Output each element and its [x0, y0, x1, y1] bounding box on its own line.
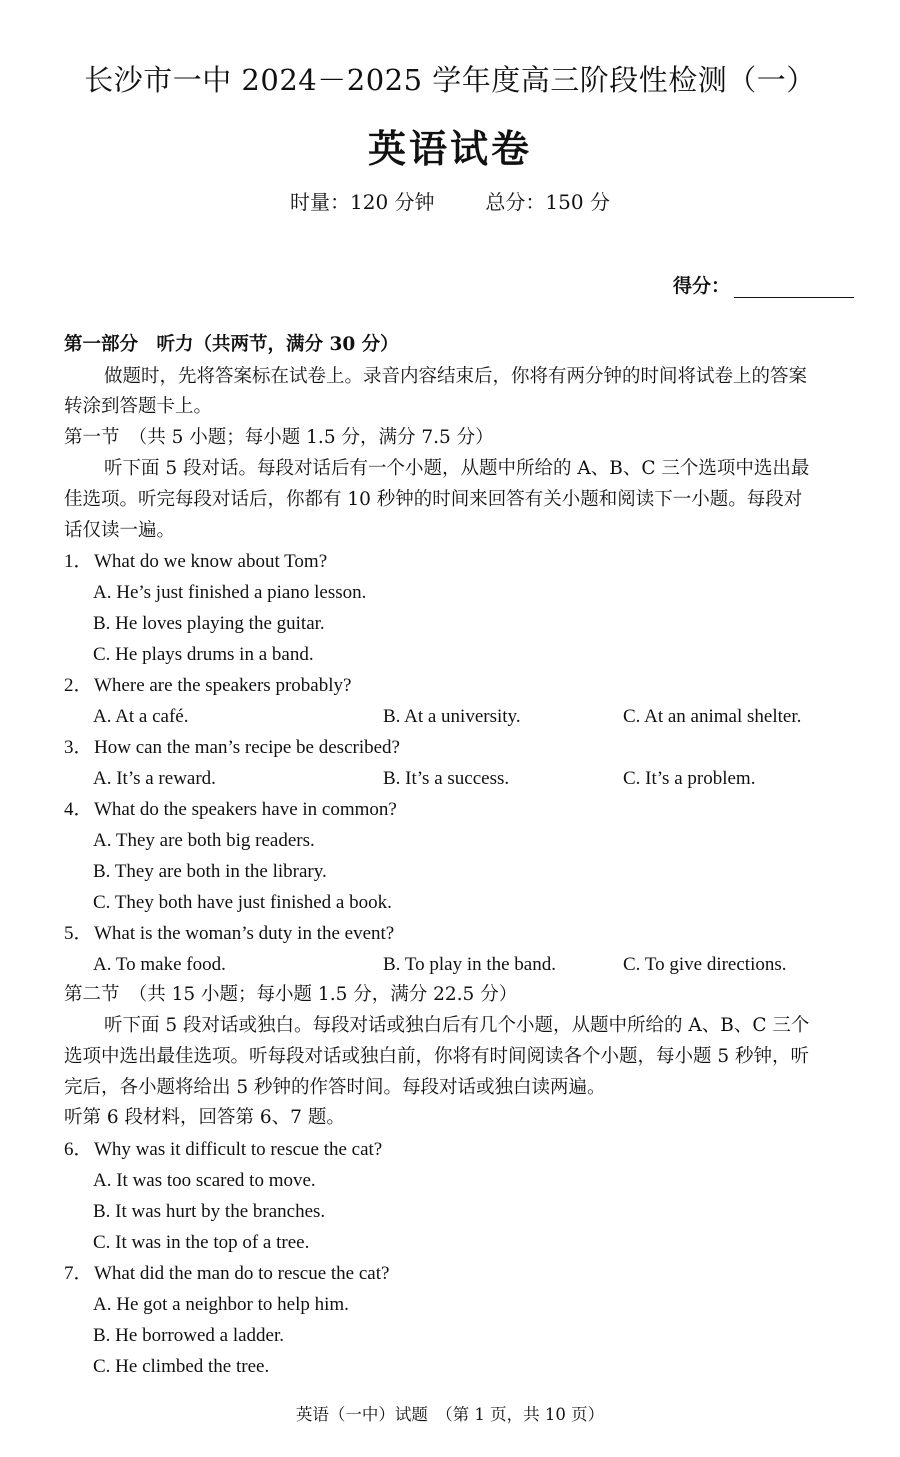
total-score: 总分：150 分	[485, 190, 610, 214]
question-number: 2．	[64, 675, 93, 696]
section2-heading: 第二节 （共 15 小题；每小题 1.5 分，满分 22.5 分）	[64, 984, 518, 1005]
section1-heading: 第一节 （共 5 小题；每小题 1.5 分，满分 7.5 分）	[64, 427, 494, 448]
part1-intro-line: 转涂到答题卡上。	[64, 396, 213, 417]
option-text: A. He got a neighbor to help him.	[93, 1294, 349, 1315]
question-4	[64, 796, 854, 824]
section1-instruction-line: 佳选项。听完每段对话后，你都有 10 秒钟的时间来回答有关小题和阅读下一小题。每段对	[64, 489, 803, 510]
question-6	[64, 1136, 854, 1164]
option-text: A. It was too scared to move.	[93, 1170, 316, 1191]
score-label: 得分：	[672, 275, 730, 297]
subject-title: 英语试卷	[367, 126, 532, 171]
question-number: 4．	[64, 799, 93, 820]
question-text: What do the speakers have in common?	[94, 799, 397, 820]
question-text: How can the man’s recipe be described?	[94, 737, 400, 758]
section1-instruction-line: 听下面 5 段对话。每段对话后有一个小题，从题中所给的 A、B、C 三个选项中选出最	[104, 458, 810, 479]
part1-intro-line: 做题时，先将答案标在试卷上。录音内容结束后，你将有两分钟的时间将试卷上的答案	[104, 366, 808, 387]
option-b[interactable]: B. It’s a success.	[383, 768, 510, 789]
option-text: B. He borrowed a ladder.	[93, 1325, 284, 1346]
section2-instruction-line: 选项中选出最佳选项。听每段对话或独白前，你将有时间阅读各个小题，每小题 5 秒钟，听	[64, 1046, 810, 1067]
question-2	[64, 672, 854, 700]
question-1	[64, 548, 854, 576]
exam-meta	[0, 186, 900, 215]
score-field	[673, 271, 854, 298]
question-text: What did the man do to rescue the cat?	[94, 1263, 390, 1284]
option-b[interactable]: B. At a university.	[383, 706, 521, 727]
option-c[interactable]: C. To give directions.	[623, 954, 787, 975]
question-text: Where are the speakers probably?	[94, 675, 352, 696]
question-3	[64, 734, 854, 762]
score-blank[interactable]	[734, 279, 854, 298]
section2-instruction-line: 听第 6 段材料，回答第 6、7 题。	[64, 1107, 345, 1128]
question-number: 1．	[64, 551, 93, 572]
option-text: C. They both have just finished a book.	[93, 892, 392, 913]
option-a[interactable]: A. It’s a reward.	[93, 768, 216, 789]
option-text: C. He climbed the tree.	[93, 1356, 270, 1377]
option-a[interactable]: A. To make food.	[93, 954, 226, 975]
option-a[interactable]: A. At a café.	[93, 706, 189, 727]
section2-instruction-line: 完后，各小题将给出 5 秒钟的作答时间。每段对话或独白读两遍。	[64, 1077, 606, 1098]
question-number: 6．	[64, 1139, 93, 1160]
question-5	[64, 920, 854, 948]
section2-instruction-line: 听下面 5 段对话或独白。每段对话或独白后有几个小题，从题中所给的 A、B、C 三个	[104, 1015, 810, 1036]
option-b[interactable]: B. To play in the band.	[383, 954, 556, 975]
page-footer: 英语（一中）试题 （第 1 页，共 10 页）	[295, 1405, 605, 1424]
exam-title: 长沙市一中 2024－2025 学年度高三阶段性检测（一）	[84, 63, 816, 97]
option-c[interactable]: C. It’s a problem.	[623, 768, 756, 789]
question-7	[64, 1260, 854, 1288]
section1-instruction-line: 话仅读一遍。	[64, 520, 176, 541]
question-text: What do we know about Tom?	[94, 551, 328, 572]
option-text: A. They are both big readers.	[93, 830, 315, 851]
option-text: C. He plays drums in a band.	[93, 644, 314, 665]
option-text: B. They are both in the library.	[93, 861, 327, 882]
question-number: 3．	[64, 737, 93, 758]
question-number: 5．	[64, 923, 93, 944]
question-text: Why was it difficult to rescue the cat?	[94, 1139, 383, 1160]
option-text: A. He’s just finished a piano lesson.	[93, 582, 367, 603]
option-text: C. It was in the top of a tree.	[93, 1232, 310, 1253]
part1-heading: 第一部分 听力（共两节，满分 30 分）	[64, 334, 399, 355]
option-text: B. It was hurt by the branches.	[93, 1201, 326, 1222]
time-limit: 时量：120 分钟	[290, 190, 435, 214]
option-c[interactable]: C. At an animal shelter.	[623, 706, 802, 727]
question-number: 7．	[64, 1263, 93, 1284]
option-text: B. He loves playing the guitar.	[93, 613, 325, 634]
question-text: What is the woman’s duty in the event?	[94, 923, 395, 944]
